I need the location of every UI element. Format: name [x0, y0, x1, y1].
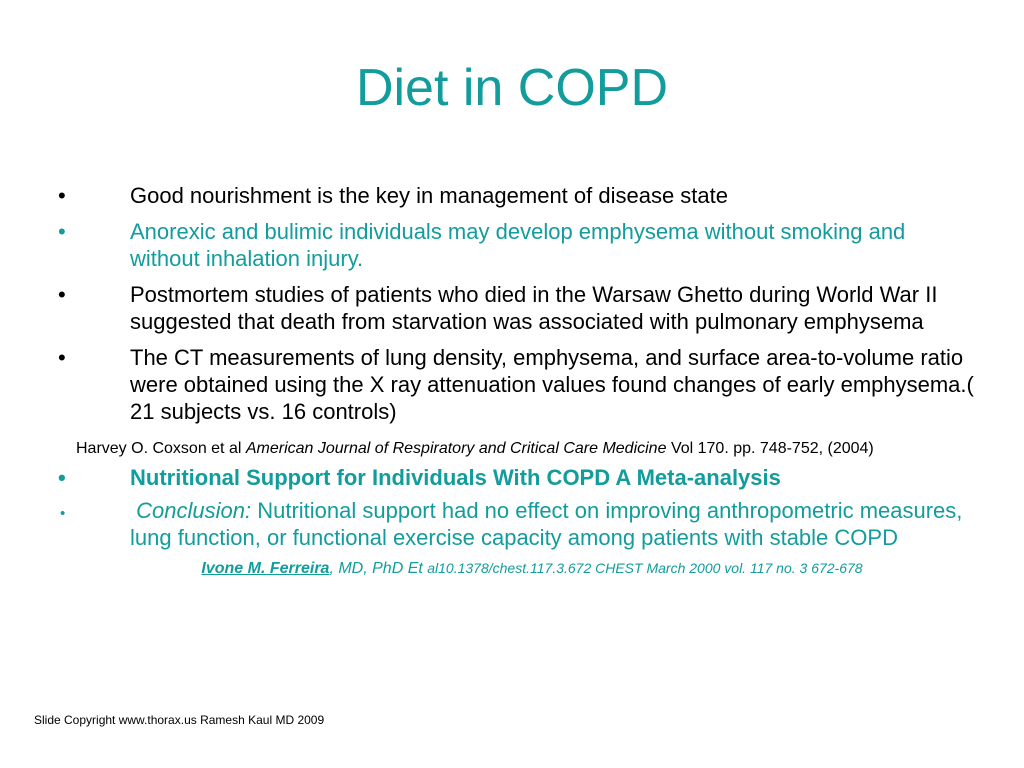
citation-credentials: , MD, PhD Et: [329, 560, 428, 577]
bullet-text-4: The CT measurements of lung density, emphysema, and surface area-to-volume ratio were obtained using the X ray attenuation values found changes of early emphysema.( 21 subjects vs. 16 controls): [130, 345, 974, 424]
bullet-icon: •: [58, 219, 66, 244]
bullet-icon: •: [58, 183, 66, 208]
conclusion-text: Nutritional support had no effect on improving anthropometric measures, lung function, or functional exercise capacity among patients with stable COPD: [130, 498, 963, 550]
bullet-icon: •: [58, 282, 66, 307]
citation-ref-detail: al10.1378/chest.117.3.672 CHEST March 2000 vol. 117 no. 3 672-678: [427, 560, 863, 576]
author-link[interactable]: Ivone M. Ferreira: [201, 560, 330, 577]
conclusion-label: Conclusion:: [136, 498, 252, 523]
slide-title: Diet in COPD: [355, 59, 669, 117]
bullet-item-4: [0, 344, 1024, 425]
citation-ferreira: [0, 557, 1024, 580]
bullet-text-2: Anorexic and bulimic individuals may develop emphysema without smoking and without inhalation injury.: [130, 219, 906, 271]
bullet-icon: •: [58, 345, 66, 370]
bullet-item-1: [0, 182, 1024, 209]
citation-author: Harvey O. Coxson et al: [76, 440, 242, 457]
citation-coxson: [0, 438, 1024, 460]
bullet-icon: •: [58, 465, 66, 490]
bullet-icon: •: [60, 505, 66, 522]
bullet-text-5: Nutritional Support for Individuals With COPD A Meta-analysis: [130, 465, 781, 490]
bullet-item-2: [0, 218, 1024, 272]
bullet-text-1: Good nourishment is the key in management of disease state: [130, 183, 729, 208]
bullet-item-6: [0, 497, 1024, 551]
bullet-list: [0, 182, 1024, 580]
bullet-text-3: Postmortem studies of patients who died in the Warsaw Ghetto during World War II suggested that death from starvation was associated with pulmonary emphysema: [130, 282, 938, 334]
bullet-item-5: [0, 464, 1024, 491]
bullet-item-3: [0, 281, 1024, 335]
slide-footer: Slide Copyright www.thorax.us Ramesh Kaul MD 2009: [34, 713, 325, 727]
citation-journal: American Journal of Respiratory and Critical Care Medicine: [245, 440, 667, 457]
citation-detail: Vol 170. pp. 748-752, (2004): [670, 440, 874, 457]
